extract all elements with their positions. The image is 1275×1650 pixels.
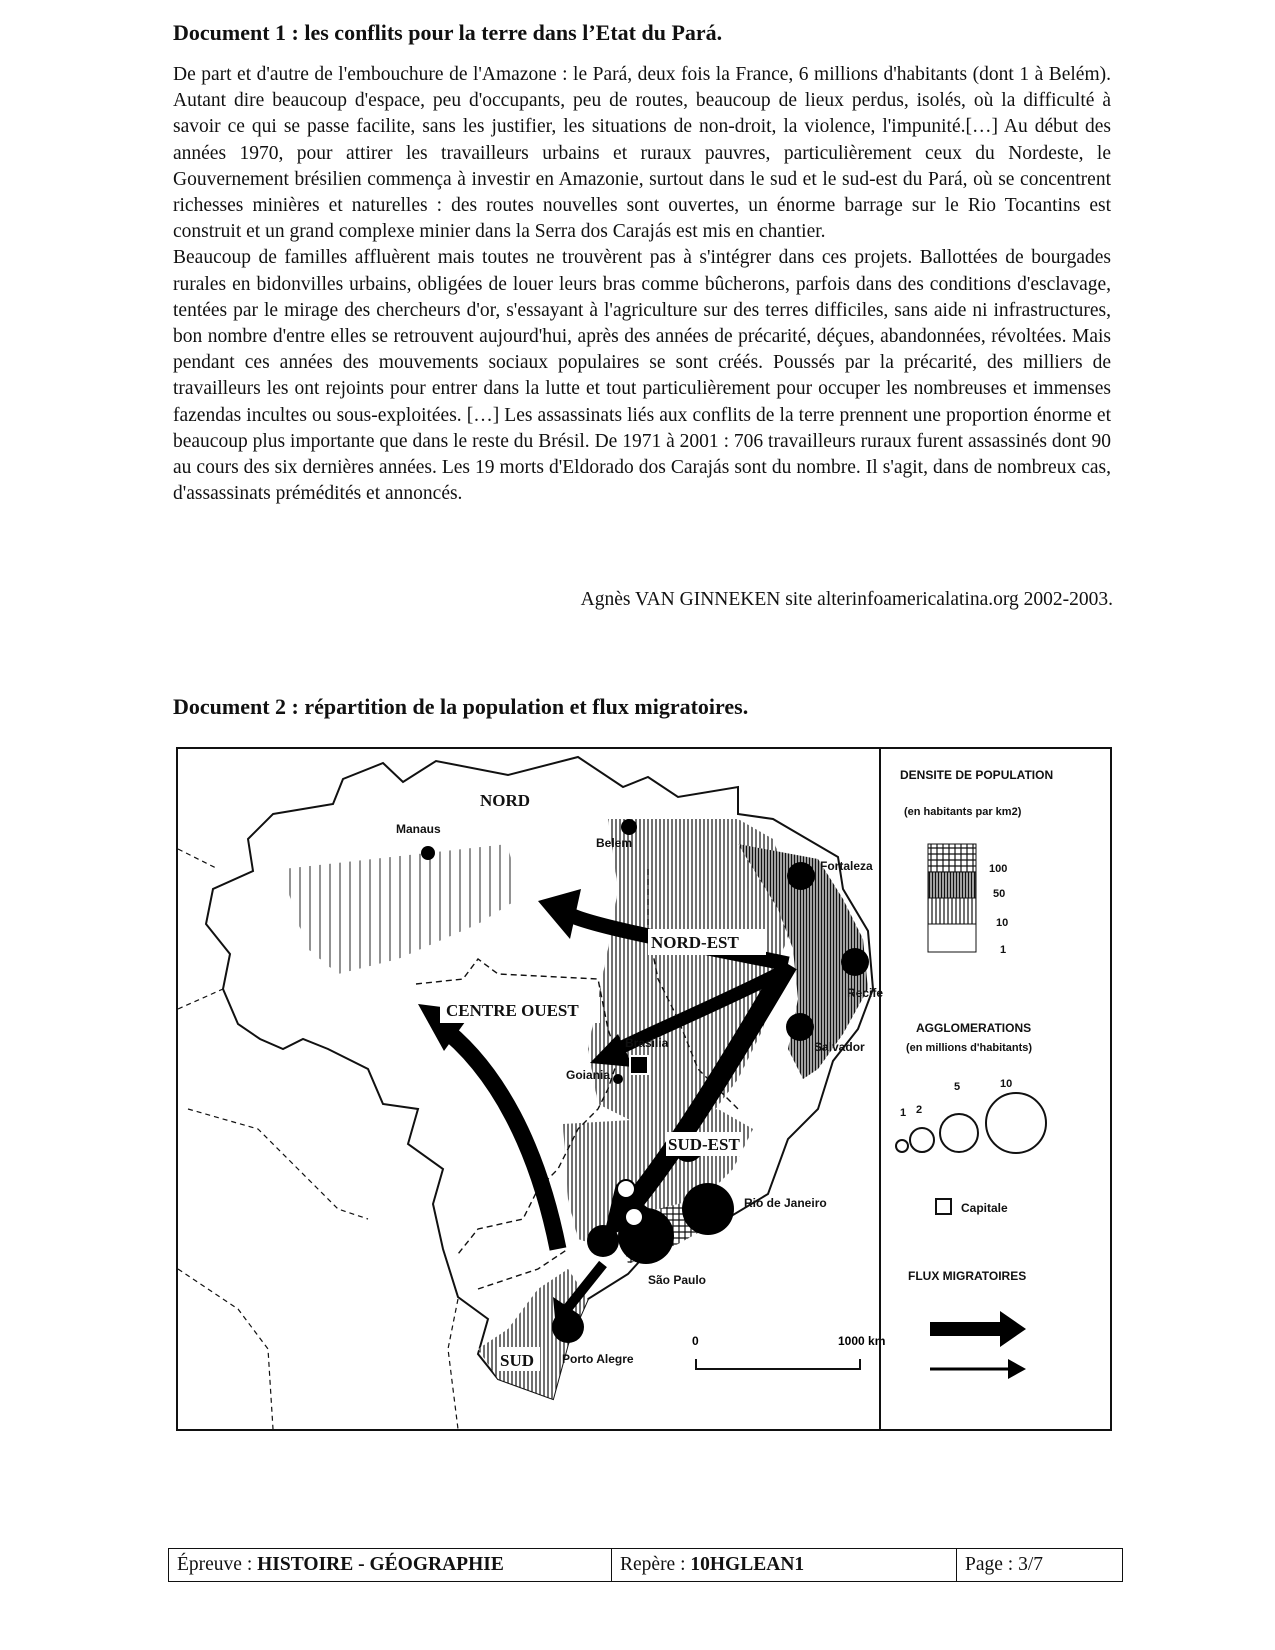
legend-agglo-size: 2 xyxy=(916,1104,923,1116)
legend-density-level: 50 xyxy=(993,888,1006,900)
footer-epreuve xyxy=(169,1549,611,1581)
city-dot-salvador xyxy=(786,1013,814,1041)
scale-start: 0 xyxy=(692,1334,699,1348)
legend-agglo-title: AGGLOMERATIONS xyxy=(916,1021,1032,1035)
city-label-goiania: Goiania xyxy=(566,1068,611,1082)
legend-flux-title: FLUX MIGRATOIRES xyxy=(908,1269,1027,1283)
document1-paragraph: De part et d'autre de l'embouchure de l'Amazone : le Pará, deux fois la France, 6 millions d'habitants (dont 1 à Belém). Autant dire beaucoup d'espace, peu d'occupants, peu de routes, beaucoup de lieux perdus, isolés, où la difficulté à savoir ce qui se passe facilite, sans les justifier, les situations de non-droit, la violence, l'impunité.[…] Au début des années 1970, pour attirer les travailleurs urbains et ruraux pauvres, particulièrement ceux du Nordeste, le Gouvernement brésilien commença à investir en Amazonie, surtout dans le sud et le sud-est du Pará, où se concentrent richesses minières et naturelles : des routes nouvelles sont ouvertes, un énorme barrage sur le Rio Tocantins est construit et un grand complexe minier dans la Serra dos Carajás est mis en chantier. xyxy=(173,64,1111,243)
legend-agglo-circle-10 xyxy=(986,1093,1046,1153)
city-label-belem: Belem xyxy=(596,836,633,850)
capital-marker-brasilia xyxy=(630,1056,648,1074)
footer-epreuve-label: Épreuve : xyxy=(177,1554,253,1575)
legend-density-unit: (en habitants par km2) xyxy=(904,806,1022,818)
city-dot-fortaleza xyxy=(787,862,815,890)
region-label-sud: SUD xyxy=(500,1351,535,1370)
legend-swatch-100 xyxy=(928,844,976,872)
footer-repere-value: 10HGLEAN1 xyxy=(690,1554,805,1575)
city-label-brasilia: Brasilia xyxy=(625,1036,669,1050)
city-label-porto-alegre: Porto Alegre xyxy=(562,1352,634,1366)
footer-repere-label: Repère : xyxy=(620,1554,686,1575)
legend-agglo-circle-1 xyxy=(896,1140,908,1152)
city-dot-belem xyxy=(621,819,637,835)
document2-title: Document 2 : répartition de la population et flux migratoires. xyxy=(173,694,749,719)
city-dot-goiania xyxy=(613,1074,623,1084)
document1-source: Agnès VAN GINNEKEN site alterinfoamericalatina.org 2002-2003. xyxy=(580,589,1113,610)
brazil-map xyxy=(178,749,1104,1429)
legend-agglo-circle-2 xyxy=(910,1128,934,1152)
document1-paragraph: Beaucoup de familles affluèrent mais toutes ne trouvèrent pas à s'intégrer dans ces projets. Ballottées de bourgades rurales en bidonvilles urbains, obligées de louer leurs bras comme bûcherons, parfois dans des conditions d'esclavage, tentées par le mirage des chercheurs d'or, s'essayant à l'agriculture sur des terres difficiles, sans aide ni infrastructures, bon nombre d'entre elles se retrouvent aujourd'hui, après des années de précarité, déçues, abandonnées, révoltées. Mais pendant ces années des mouvements sociaux populaires se sont créés. Poussés par la précarité, des milliers de travailleurs les ont rejoints pour entrer dans la lutte et tout particulièrement pour occuper les nombreuses et immenses fazendas incultes ou sous-exploitées. […] Les assassinats liés aux conflits de la terre prennent une proportion énorme et beaucoup plus importante que dans le reste du Brésil. De 1971 à 2001 : 706 travailleurs ruraux furent assassinés dont 90 au cours des six dernières années. Les 19 morts d'Eldorado dos Carajás sont du nombre. Il s'agit, dans de nombreux cas, d'assassinats prémédités et annoncés. xyxy=(173,247,1111,505)
city-dot-rio-de-janeiro xyxy=(682,1183,734,1235)
city-dot-porto-alegre xyxy=(552,1311,584,1343)
legend-agglo-size: 10 xyxy=(1000,1078,1013,1090)
legend-agglo-unit: (en millions d'habitants) xyxy=(906,1042,1033,1054)
exam-footer xyxy=(168,1548,1123,1582)
map-legend xyxy=(896,768,1053,1379)
footer-epreuve-value: HISTOIRE - GÉOGRAPHIE xyxy=(257,1554,504,1575)
legend-swatch-50 xyxy=(928,872,976,898)
city-dot-manaus xyxy=(421,846,435,860)
region-label-nord-est: NORD-EST xyxy=(651,933,739,952)
region-label-nord: NORD xyxy=(480,791,531,810)
city-dot-recife xyxy=(841,948,869,976)
city-label-manaus: Manaus xyxy=(396,822,441,836)
region-label-centre-ouest: CENTRE OUEST xyxy=(446,1001,579,1020)
city-label-rio: Rio de Janeiro xyxy=(744,1196,827,1210)
document1-body xyxy=(173,62,1111,507)
legend-swatch-10 xyxy=(928,898,976,924)
city-label-sao-paulo: São Paulo xyxy=(648,1273,707,1287)
city-dot-campinas xyxy=(617,1180,635,1198)
city-label-recife: Recife xyxy=(847,986,884,1000)
legend-flux-arrow-large xyxy=(930,1311,1026,1347)
city-dot-curitiba xyxy=(587,1225,619,1257)
legend-density-title: DENSITE DE POPULATION xyxy=(900,768,1054,782)
footer-page xyxy=(956,1549,1122,1581)
city-dot-curitiba-area xyxy=(625,1208,643,1226)
legend-flux-arrowhead-small xyxy=(1008,1359,1026,1379)
map-figure xyxy=(176,747,1112,1431)
legend-density-level: 10 xyxy=(996,917,1009,929)
legend-agglo-circle-5 xyxy=(940,1114,978,1152)
scale-end: 1000 km xyxy=(838,1334,886,1348)
scale-bar xyxy=(692,1334,885,1369)
legend-capital-label: Capitale xyxy=(961,1201,1008,1215)
legend-density-level: 1 xyxy=(1000,944,1007,956)
legend-agglo-size: 1 xyxy=(900,1107,907,1119)
legend-density-level: 100 xyxy=(989,863,1008,875)
city-label-salvador: Salvador xyxy=(814,1040,865,1054)
legend-agglo-size: 5 xyxy=(954,1081,961,1093)
city-label-fortaleza: Fortaleza xyxy=(820,859,873,873)
legend-swatch-1 xyxy=(928,924,976,952)
footer-page-label: Page : 3/7 xyxy=(965,1554,1043,1575)
document1-title: Document 1 : les conflits pour la terre dans l’Etat du Pará. xyxy=(173,20,723,45)
legend-capital-square xyxy=(936,1199,951,1214)
region-label-sud-est: SUD-EST xyxy=(668,1135,740,1154)
footer-repere xyxy=(611,1549,956,1581)
